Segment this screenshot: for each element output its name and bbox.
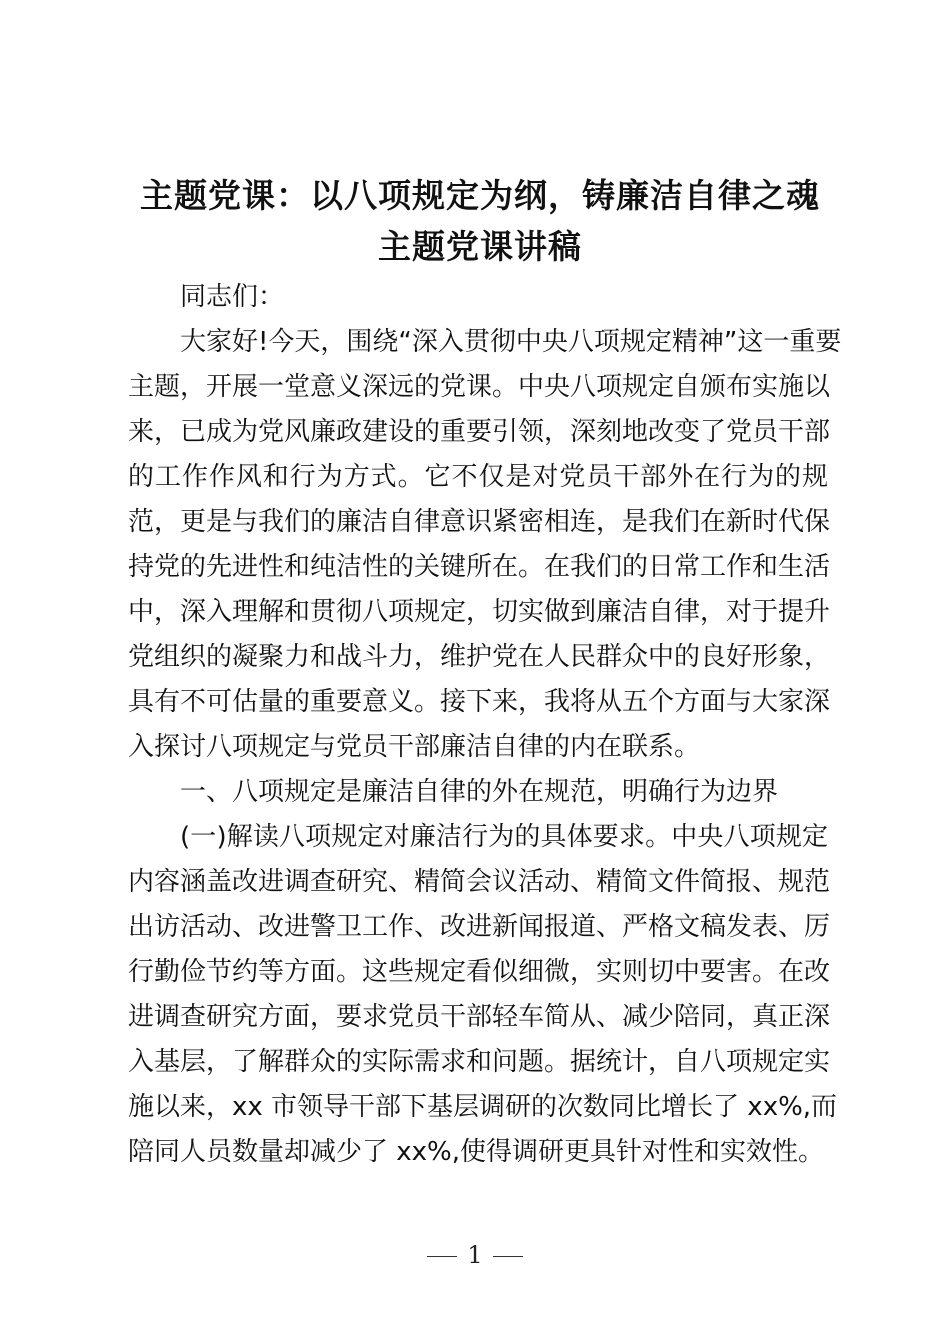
document-subtitle: 主题党课讲稿 (378, 227, 582, 266)
section-heading: 一、八项规定是廉洁自律的外在规范，明确行为边界 (180, 777, 779, 807)
page-footer (0, 1240, 950, 1270)
salutation: 同志们： (180, 282, 285, 312)
paragraph-line: 进调查研究方面，要求党员干部轻车简从、减少陪同，真正深 (128, 1002, 831, 1032)
paragraph-line: 入基层，了解群众的实际需求和问题。据统计，自八项规定实 (128, 1047, 831, 1077)
paragraph-line: 陪同人员数量却减少了 xx%,使得调研更具针对性和实效性。 (128, 1137, 825, 1167)
document-title: 主题党课：以八项规定为纲，铸廉洁自律之魂 (140, 176, 820, 215)
paragraph-line: 持党的先进性和纯洁性的关键所在。在我们的日常工作和生活 (128, 552, 831, 582)
paragraph-line: 党组织的凝聚力和战斗力，维护党在人民群众中的良好形象， (128, 642, 831, 672)
paragraph-line: 内容涵盖改进调查研究、精简会议活动、精简文件简报、规范 (128, 867, 831, 897)
footer-dash-right (493, 1256, 523, 1257)
footer-dash-left (427, 1256, 457, 1257)
page-number: 1 (467, 1241, 483, 1269)
paragraph-line: 入探讨八项规定与党员干部廉洁自律的内在联系。 (128, 732, 701, 762)
paragraph-line: 大家好!今天，围绕“深入贯彻中央八项规定精神”这一重要 (180, 327, 842, 357)
paragraph-line: 出访活动、改进警卫工作、改进新闻报道、严格文稿发表、厉 (128, 912, 831, 942)
paragraph-line: 范，更是与我们的廉洁自律意识紧密相连，是我们在新时代保 (128, 507, 831, 537)
paragraph-line: 具有不可估量的重要意义。接下来，我将从五个方面与大家深 (128, 687, 831, 717)
paragraph-line: 来，已成为党风廉政建设的重要引领，深刻地改变了党员干部 (128, 417, 831, 447)
paragraph-line: 施以来，xx 市领导干部下基层调研的次数同比增长了 xx%,而 (128, 1092, 838, 1122)
paragraph-line: 的工作作风和行为方式。它不仅是对党员干部外在行为的规 (128, 462, 828, 492)
paragraph-line: 中，深入理解和贯彻八项规定，切实做到廉洁自律，对于提升 (128, 597, 831, 627)
paragraph-line: 主题，开展一堂意义深远的党课。中央八项规定自颁布实施以 (128, 372, 831, 402)
paragraph-line: 行勤俭节约等方面。这些规定看似细微，实则切中要害。在改 (128, 957, 831, 987)
paragraph-line: (一)解读八项规定对廉洁行为的具体要求。中央八项规定 (180, 822, 828, 852)
